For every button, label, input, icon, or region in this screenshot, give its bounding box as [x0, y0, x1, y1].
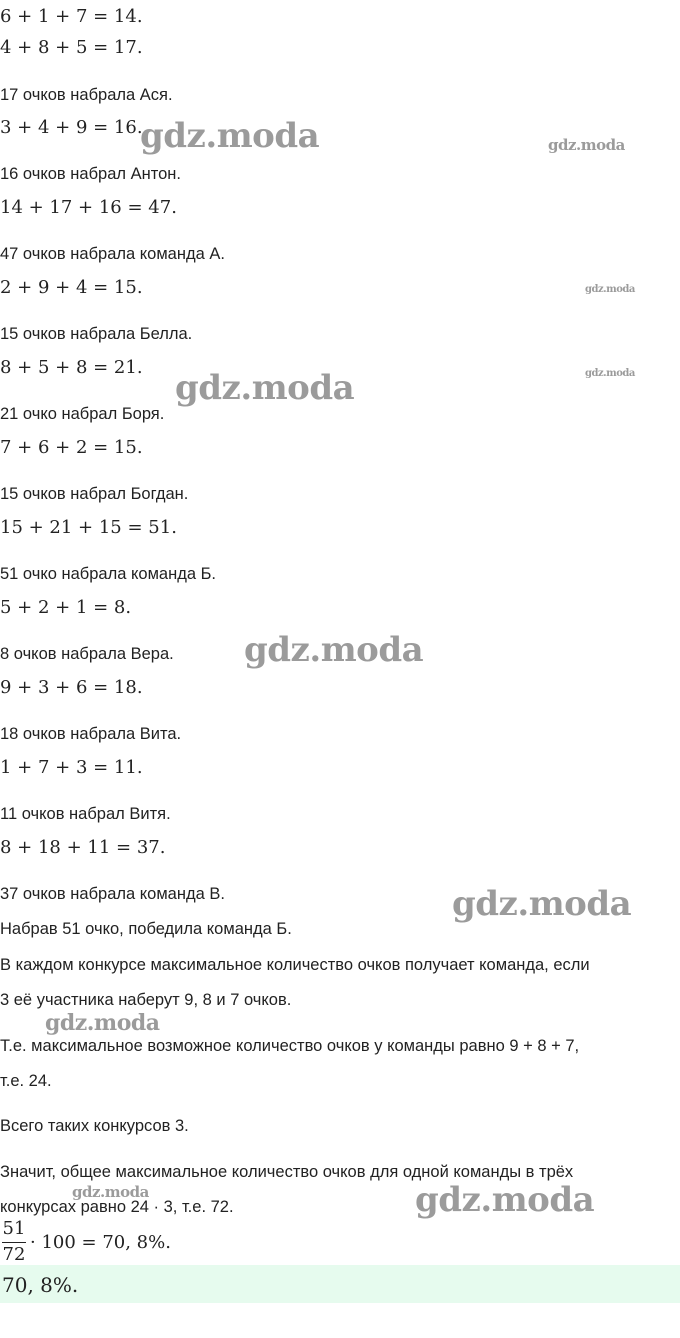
text-line: 16 очков набрал Антон. [0, 165, 181, 183]
watermark-logo: gdz.moda [585, 284, 635, 295]
equation-line: 2 + 9 + 4 = 15. [0, 277, 143, 298]
text-line: 37 очков набрала команда В. [0, 885, 225, 903]
answer-box [0, 1265, 680, 1303]
equation-line: 9 + 3 + 6 = 18. [0, 677, 143, 698]
text-line: 15 очков набрала Белла. [0, 325, 193, 343]
text-line: 47 очков набрала команда А. [0, 245, 225, 263]
equation-line: 8 + 5 + 8 = 21. [0, 357, 143, 378]
watermark-logo: gdz.moda [45, 1010, 160, 1036]
fraction-rest: · 100 = 70, 8%. [30, 1232, 171, 1253]
equation-line: 14 + 17 + 16 = 47. [0, 197, 177, 218]
watermark-logo: gdz.moda [140, 116, 320, 156]
text-line: 51 очко набрала команда Б. [0, 565, 217, 583]
text-line: 17 очков набрала Ася. [0, 86, 173, 104]
watermark-logo: gdz.moda [548, 136, 625, 154]
equation-line: 1 + 7 + 3 = 11. [0, 757, 143, 778]
watermark-logo: gdz.moda [72, 1183, 149, 1201]
fraction-denominator: 72 [2, 1244, 26, 1265]
text-line: Т.е. максимальное возможное количество очков у команды равно 9 + 8 + 7, [0, 1037, 580, 1055]
text-line: 15 очков набрал Богдан. [0, 485, 189, 503]
watermark-logo: gdz.moda [585, 368, 635, 379]
text-line: 21 очко набрал Боря. [0, 405, 165, 423]
text-line: Набрав 51 очко, победила команда Б. [0, 920, 292, 938]
equation-line: 5 + 2 + 1 = 8. [0, 597, 132, 618]
equation-line: 6 + 1 + 7 = 14. [0, 6, 143, 27]
text-line: Значит, общее максимальное количество очков для одной команды в трёх [0, 1163, 574, 1181]
fraction-numerator: 51 [2, 1218, 26, 1239]
text-line: В каждом конкурсе максимальное количество очков получает команда, если [0, 956, 590, 974]
text-line: 11 очков набрал Витя. [0, 805, 171, 823]
equation-line: 7 + 6 + 2 = 15. [0, 437, 143, 458]
text-line: 18 очков набрала Вита. [0, 725, 182, 743]
text-line: т.е. 24. [0, 1072, 52, 1090]
fraction-bar [2, 1242, 26, 1243]
text-line: Всего таких конкурсов 3. [0, 1117, 189, 1135]
equation-line: 4 + 8 + 5 = 17. [0, 37, 143, 58]
watermark-logo: gdz.moda [415, 1180, 595, 1220]
watermark-logo: gdz.moda [175, 368, 355, 408]
text-line: конкурсах равно 24 · 3, т.е. 72. [0, 1198, 234, 1216]
answer-text: 70, 8%. [2, 1273, 79, 1297]
text-line: 3 её участника наберут 9, 8 и 7 очков. [0, 991, 292, 1009]
equation-line: 15 + 21 + 15 = 51. [0, 517, 177, 538]
watermark-logo: gdz.moda [244, 630, 424, 670]
watermark-logo: gdz.moda [452, 884, 632, 924]
equation-line: 8 + 18 + 11 = 37. [0, 837, 166, 858]
text-line: 8 очков набрала Вера. [0, 645, 174, 663]
equation-line: 3 + 4 + 9 = 16. [0, 117, 143, 138]
